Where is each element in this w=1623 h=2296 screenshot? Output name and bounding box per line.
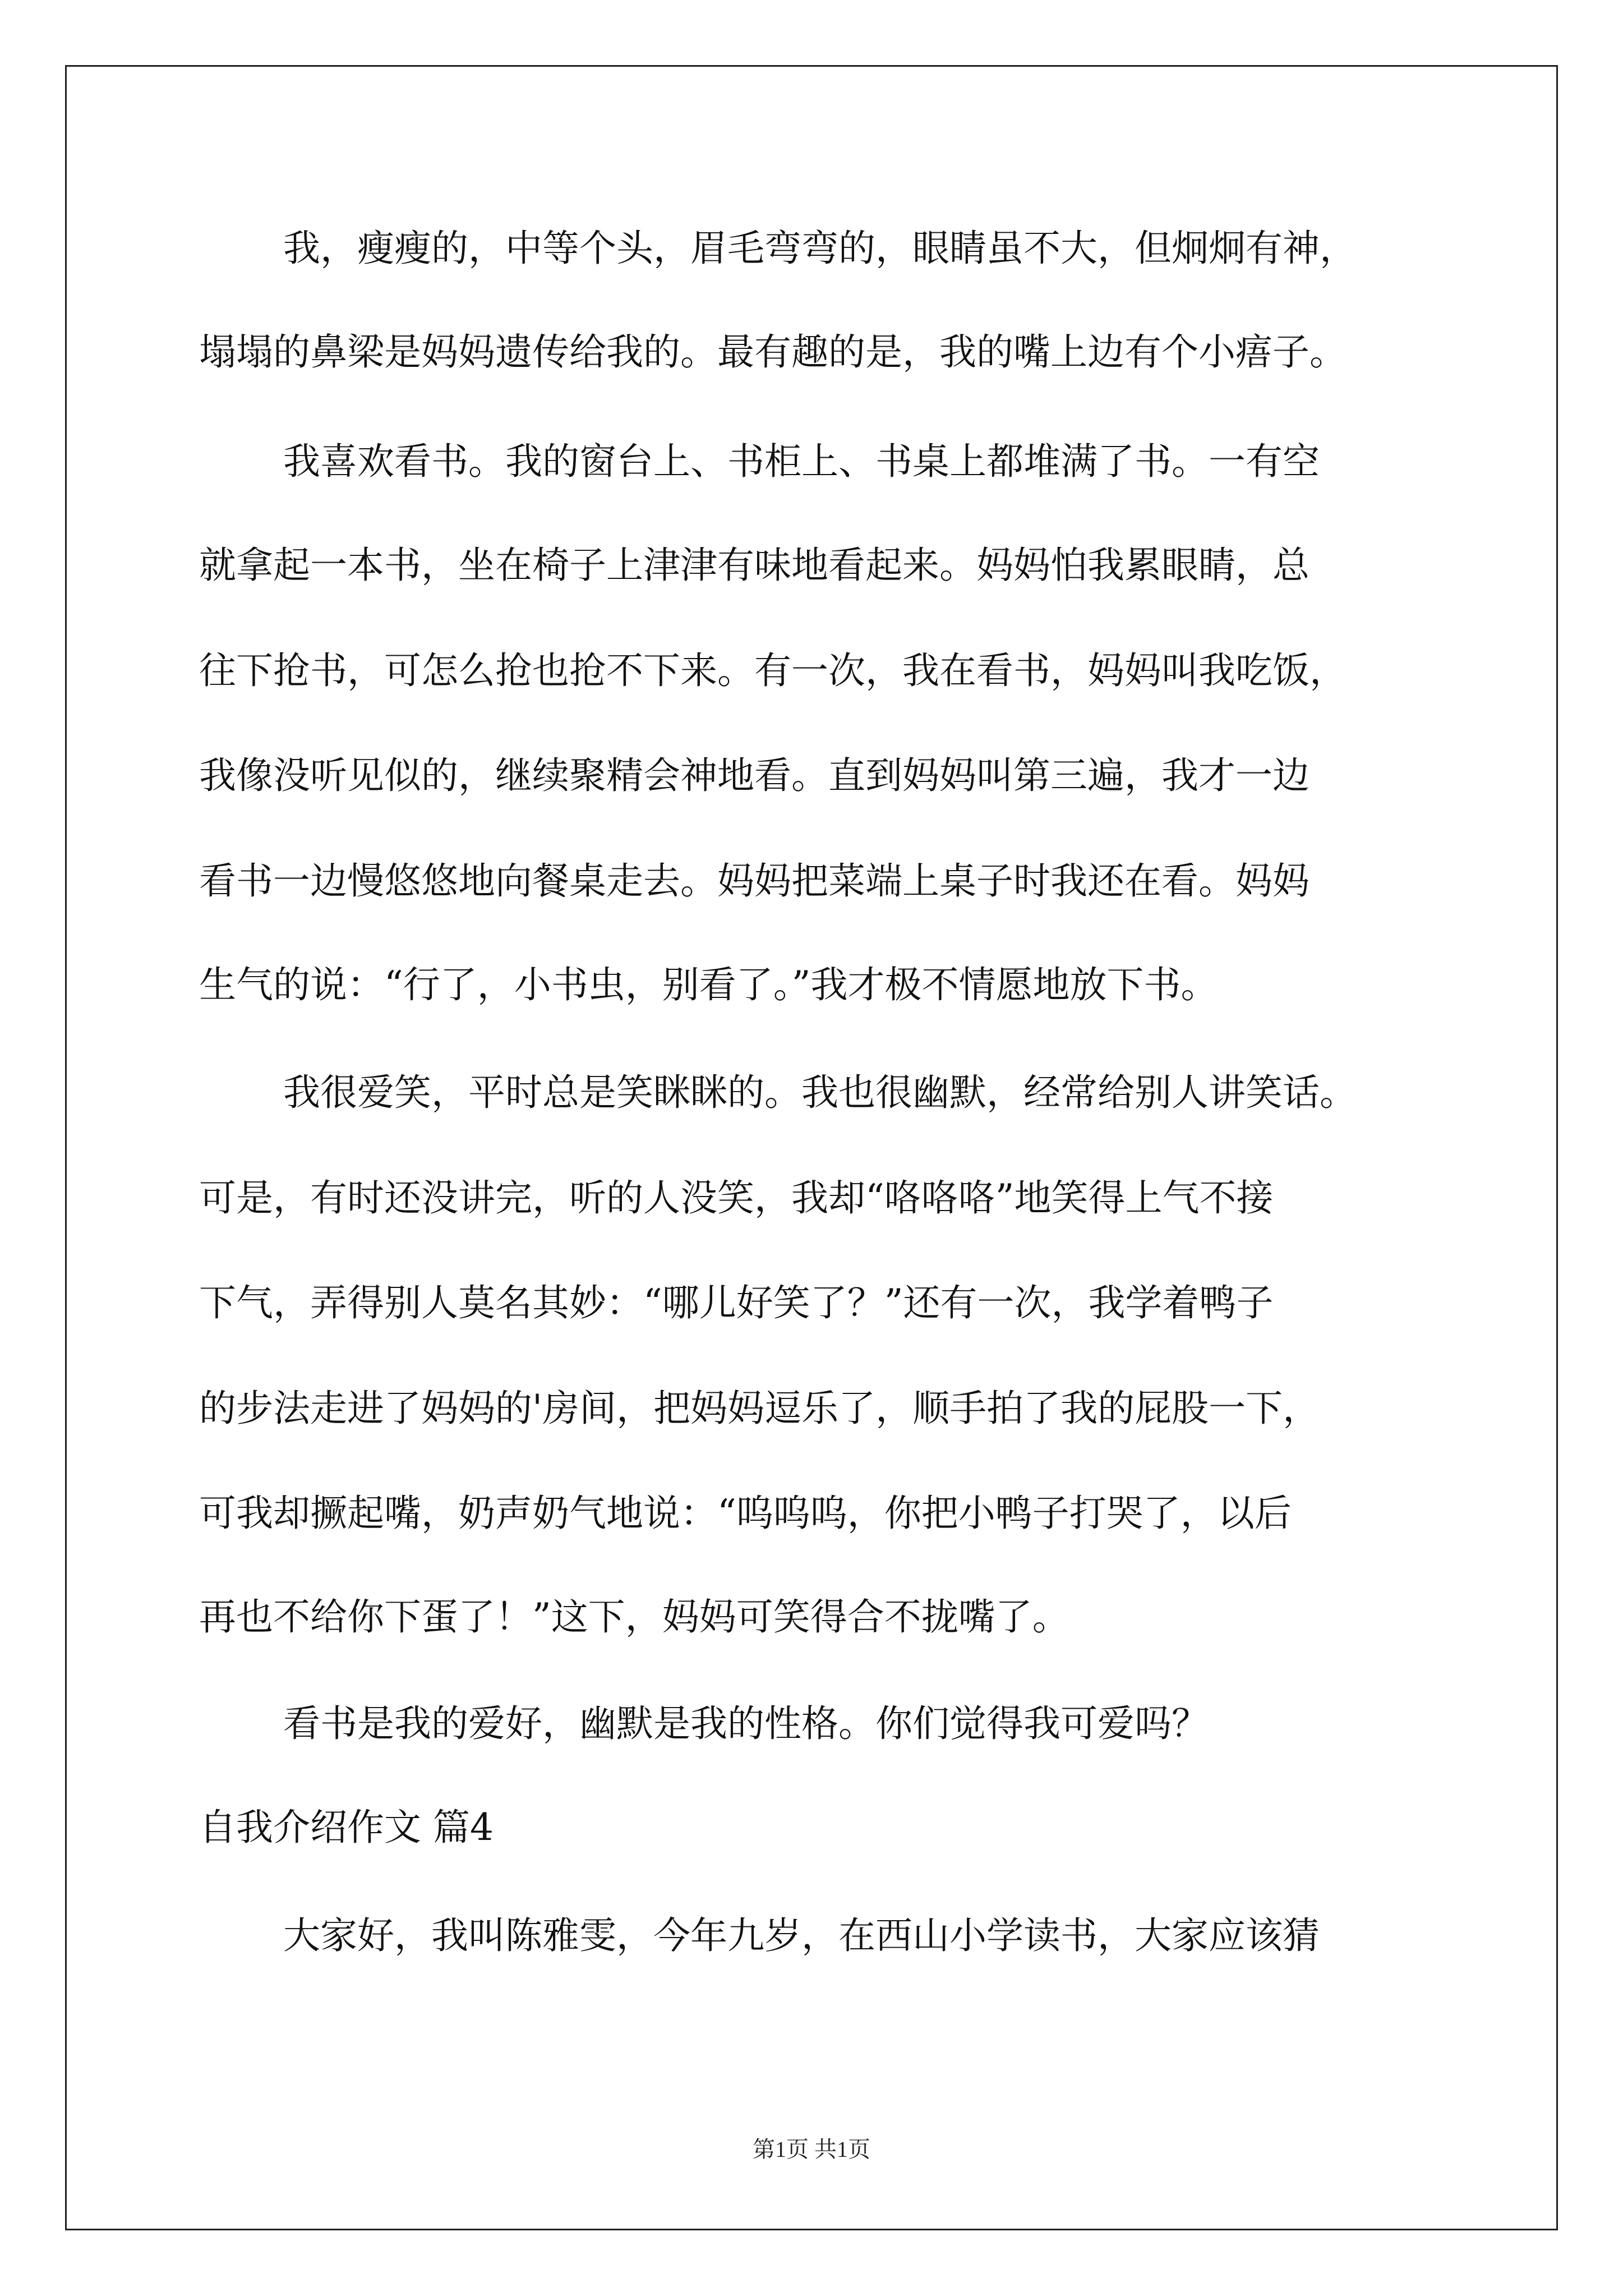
paragraph-line: 的步法走进了妈妈的'房间，把妈妈逗乐了，顺手拍了我的屁股一下， — [199, 1387, 1320, 1430]
section-heading: 自我介绍作文 篇4 — [199, 1806, 494, 1849]
paragraph-line: 可我却撅起嘴，奶声奶气地说：“呜呜呜，你把小鸭子打哭了，以后 — [199, 1492, 1292, 1535]
paragraph-line: 再也不给你下蛋了！”这下，妈妈可笑得合不拢嘴了。 — [199, 1595, 1069, 1639]
paragraph-line: 塌塌的鼻梁是妈妈遗传给我的。最有趣的是，我的嘴上边有个小痦子。 — [199, 330, 1347, 374]
paragraph-line: 生气的说：“行了，小书虫，别看了。”我才极不情愿地放下书。 — [199, 963, 1218, 1006]
paragraph-line: 看书是我的爱好，幽默是我的性格。你们觉得我可爱吗？ — [283, 1702, 1209, 1745]
paragraph-line: 我像没听见似的，继续聚精会神地看。直到妈妈叫第三遍，我才一边 — [199, 754, 1310, 797]
paragraph-line: 往下抢书，可怎么抢也抢不下来。有一次，我在看书，妈妈叫我吃饭， — [199, 649, 1347, 692]
paragraph-line: 就拿起一本书，坐在椅子上津津有味地看起来。妈妈怕我累眼睛，总 — [199, 544, 1310, 587]
paragraph-line: 我，瘦瘦的，中等个头，眉毛弯弯的，眼睛虽不大，但炯炯有神， — [283, 227, 1357, 270]
paragraph-line: 我很爱笑，平时总是笑眯眯的。我也很幽默，经常给别人讲笑话。 — [283, 1071, 1357, 1114]
paragraph-line: 看书一边慢悠悠地向餐桌走去。妈妈把菜端上桌子时我还在看。妈妈 — [199, 859, 1310, 903]
page-number: 第1页 共1页 — [753, 2137, 870, 2162]
paragraph-line: 大家好，我叫陈雅雯，今年九岁，在西山小学读书，大家应该猜 — [283, 1914, 1320, 1957]
paragraph-line: 可是，有时还没讲完，听的人没笑，我却“咯咯咯”地笑得上气不接 — [199, 1176, 1274, 1220]
paragraph-line: 下气，弄得别人莫名其妙：“哪儿好笑了？”还有一次，我学着鸭子 — [199, 1281, 1274, 1324]
paragraph-line: 我喜欢看书。我的窗台上、书柜上、书桌上都堆满了书。一有空 — [283, 440, 1320, 483]
page-border — [65, 65, 1558, 2230]
